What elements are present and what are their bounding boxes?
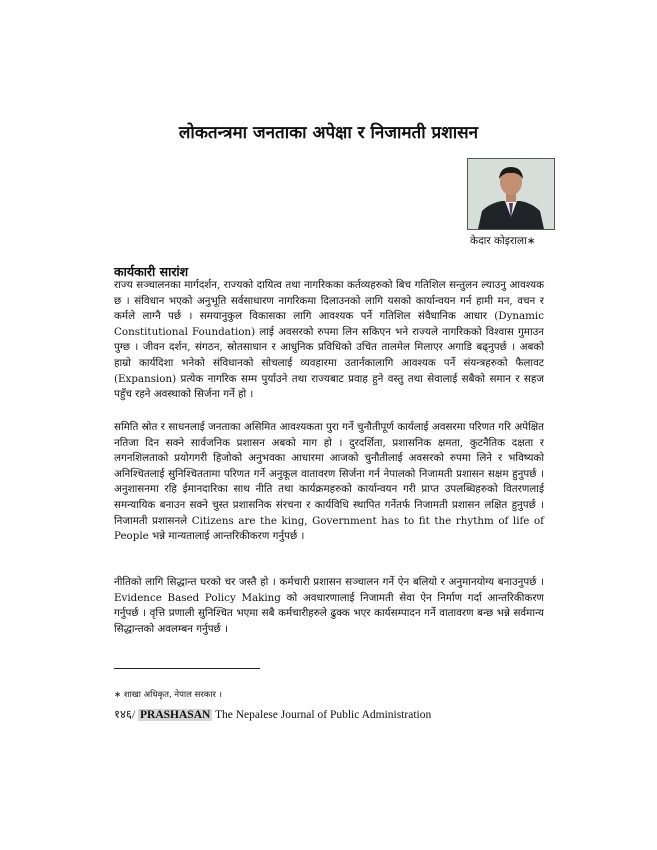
section-heading: कार्यकारी सारांश [114,264,189,279]
page-footer [114,707,431,722]
footnote: ∗ शाखा अधिकृत, नेपाल सरकार । [114,690,222,700]
journal-brand: PRASHASAN [140,709,211,721]
author-name: केदार कोइराला∗ [470,235,536,247]
page-number: १४६/ [114,709,136,721]
paragraph-1: राज्य सञ्चालनका मार्गदर्शन, राज्यको दायित्व तथा नागरिकका कर्तव्यहरुको बिच गतिशिल सन्तुलन ल्याउनु आवश्यक छ । संविधान भएको अनुभूति सर्वसाधारण नागरिकमा दिलाउनको लागि यसको कार्यान्वयन गर्न हामी मन, वचन र कर्मले लाग्नै पर्छ । समयानुकुल विकासका लागि आवश्यक पर्ने गतिशिल संवैधानिक आधार (Dynamic Constitutional Foundation) लाई अवसरको रुपमा लिन सकिएन भने राज्यले नागरिकको विश्वास गुमाउन पुग्छ । जीवन दर्शन, संगठन, स्रोतसाधान र आधुनिक प्रविधिको उचित तालमेल मिलाएर अगाडि बढ्नुपर्छ । अबको हाम्रो कार्यदिशा भनेको संविधानको सोचलाई व्यवहारमा उतार्नकालागि आवश्यक पर्ने संयन्त्रहरुको फैलावट (Expansion) प्रत्येक नागरिक सम्म पुर्याउने तथा राज्यबाट प्रवाह हुने वस्तु तथा सेवालाई सबैको समान र सहज पहुँच रहने अवस्थाको सिर्जना गर्ने हो । [114,279,544,401]
footnote-divider [114,668,260,669]
article-title: लोकतन्त्रमा जनताका अपेक्षा र निजामती प्रशासन [178,123,479,143]
journal-title: The Nepalese Journal of Public Administration [214,709,432,721]
author-photo [467,158,555,230]
paragraph-2: समिति स्रोत र साधनलाई जनताका असिमित आवश्यकता पुरा गर्ने चुनौतीपूर्ण कार्यलाई अवसरमा परिणत गरि अपेक्षित नतिजा दिन सक्ने सार्वजनिक प्रशासन अबको माग हो । दुरदर्शिता, प्रशासनिक क्षमता, कुटनैतिक दक्षता र लगनशिलताको प्रयोगगरी हिजोको अनुभवका आधारमा आजको चुनौतीलाई अवसरको रुपमा लिने र भविष्यको अनिश्चितलाई सुनिश्चिततामा परिणत गर्ने अनुकूल वातावरण सिर्जना गर्न नेपालको निजामती प्रशासन सक्षम हुनुपर्छ ।अनुशासनमा रहि ईमानदारिका साथ नीति तथा कार्यक्रमहरुको कार्यान्वयन गरी प्राप्त उपलब्धिहरुको वितरणलाई समन्यायिक बनाउन सक्ने चुस्त प्रशासनिक संरचना र कार्यविधि स्थापित गर्नेतर्फ निजामती प्रशासन लक्षित हुनुपर्छ । निजामती प्रशासनले Citizens are the king, Government has to fit the rhythm of life of People भन्ने मान्यतालाई आन्तरिकीकरण गर्नुपर्छ । [114,421,544,543]
author-portrait-image [468,159,554,229]
paragraph-3: नीतिको लागि सिद्धान्त घरको चर जस्तै हो । कर्मचारी प्रशासन सञ्चालन गर्ने ऐन बलियो र अनुमानयोग्य बनाउनुपर्छ ।Evidence Based Policy Making को अवधारणालाई निजामती सेवा ऐन निर्माण गर्दा आन्तरिकीकरण गर्नुपर्छ । वृत्ति प्रणाली सुनिश्चित भएमा सबै कर्मचारीहरुले ढुक्क भएर कार्यसम्पादन गर्ने वातावरण बन्छ भन्ने सर्वमान्य सिद्धान्तको अवलम्बन गर्नुपर्छ । [114,576,544,635]
